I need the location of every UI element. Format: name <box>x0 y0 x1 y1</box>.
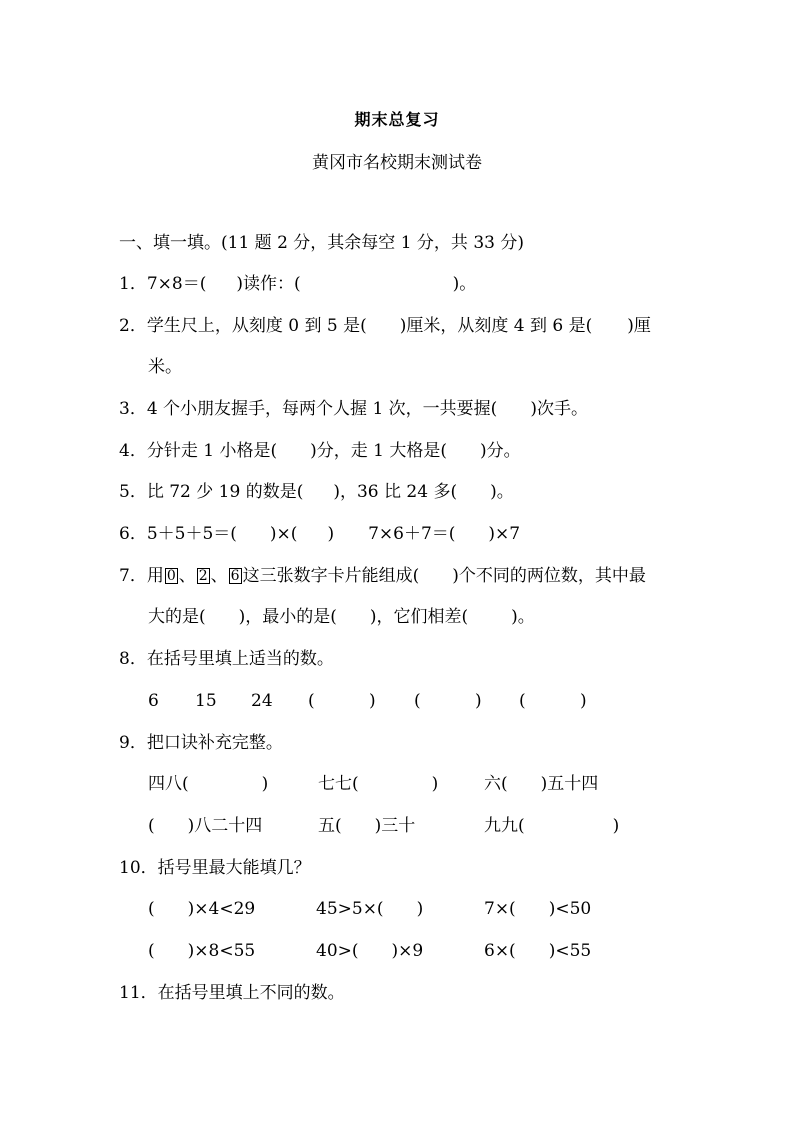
q9-number: 9． <box>119 733 147 753</box>
sequence-term-1: 6 <box>148 691 159 711</box>
q4-text-a: 分针走 1 小格是( <box>146 441 278 461</box>
mult-rhyme-4: ( )八二十四 <box>148 816 263 836</box>
q3-text-b: )次手。 <box>530 399 588 419</box>
q6-text-e: )×7 <box>488 524 521 544</box>
question-8 <box>119 648 334 670</box>
question-2 <box>119 315 651 337</box>
q3-number: 3． <box>119 399 147 419</box>
q7-number: 7． <box>119 566 147 586</box>
q9-text: 把口诀补充完整。 <box>146 733 283 753</box>
page-title: 期末总复习 <box>354 110 440 129</box>
seq-blank-2-close: ) <box>475 691 482 711</box>
question-3 <box>119 398 588 420</box>
q7-text-c: )个不同的两位数，其中最 <box>452 566 646 586</box>
inequality-6: 6×( )<55 <box>484 941 592 961</box>
q5-text-a: 比 72 少 19 的数是( <box>146 482 304 502</box>
q10-text: 括号里最大能填几？ <box>157 858 311 878</box>
q11-text: 在括号里填上不同的数。 <box>157 983 345 1003</box>
q2-text-d: 米。 <box>148 357 182 377</box>
sequence-term-3: 24 <box>251 691 273 711</box>
q6-text-a: 5＋5＋5＝( <box>146 524 237 544</box>
digit-card-3: 6 <box>230 568 240 584</box>
mult-rhyme-3: 六( )五十四 <box>484 774 599 794</box>
question-11 <box>119 982 345 1004</box>
seq-blank-1-open[interactable]: ( <box>308 691 315 711</box>
seq-blank-1-close: ) <box>369 691 376 711</box>
seq-blank-3-open[interactable]: ( <box>519 691 526 711</box>
seq-blank-2-open[interactable]: ( <box>414 691 421 711</box>
inequality-5: 40>( )×9 <box>316 941 424 961</box>
mult-rhyme-5: 五( )三十 <box>318 816 416 836</box>
section-heading <box>119 232 524 254</box>
q7-text-d: 大的是( <box>148 607 206 627</box>
q7-text-b: 这三张数字卡片能组成( <box>242 566 420 586</box>
section-heading-text: 一、填一填。(11 题 2 分，其余每空 1 分，共 33 分) <box>119 233 524 253</box>
q1-number: 1． <box>119 274 147 294</box>
digit-card-2: 2 <box>198 568 208 584</box>
q4-number: 4． <box>119 441 147 461</box>
question-9 <box>119 732 283 754</box>
q6-number: 6． <box>119 524 147 544</box>
q7-sep-1: 、 <box>178 566 196 586</box>
page-subtitle: 黄冈市名校期末测试卷 <box>312 153 482 173</box>
q1-text-b: )读作：( <box>236 274 301 294</box>
question-10 <box>119 857 311 879</box>
q3-text-a: 4 个小朋友握手，每两个人握 1 次，一共要握( <box>146 399 498 419</box>
q6-text-d: 7×6＋7＝( <box>368 524 456 544</box>
inequality-2: 45>5×( ) <box>316 899 424 919</box>
seq-blank-3-close: ) <box>580 691 587 711</box>
mult-rhyme-6: 九九( ) <box>484 816 620 836</box>
mult-rhyme-1: 四八( ) <box>148 774 269 794</box>
question-7-continued <box>148 606 535 628</box>
sequence-term-2: 15 <box>195 691 217 711</box>
question-6 <box>119 523 520 545</box>
q6-text-c: ) <box>327 524 335 544</box>
question-1 <box>119 273 476 295</box>
question-2-continued <box>148 356 182 378</box>
question-4 <box>119 440 521 462</box>
q6-text-b: )×( <box>269 524 298 544</box>
q2-number: 2． <box>119 316 147 336</box>
q7-text-a: 用 <box>146 566 164 586</box>
q7-text-f: )，它们相差( <box>369 607 469 627</box>
q7-text-e: )，最小的是( <box>238 607 337 627</box>
q1-text-a: 7×8＝( <box>146 274 207 294</box>
q5-text-c: )。 <box>490 482 514 502</box>
q8-text: 在括号里填上适当的数。 <box>146 649 334 669</box>
q7-text-g: )。 <box>511 607 535 627</box>
q4-text-b: )分，走 1 大格是( <box>310 441 447 461</box>
q5-number: 5． <box>119 482 147 502</box>
q11-number: 11． <box>119 983 158 1003</box>
q8-number: 8． <box>119 649 147 669</box>
q2-text-c: )厘 <box>627 316 651 336</box>
q1-text-c: )。 <box>452 274 477 294</box>
q7-sep-2: 、 <box>210 566 228 586</box>
q4-text-c: )分。 <box>479 441 521 461</box>
q2-text-b: )厘米，从刻度 4 到 6 是( <box>399 316 593 336</box>
digit-card-1: 0 <box>166 568 176 584</box>
question-5 <box>119 481 514 503</box>
q2-text-a: 学生尺上，从刻度 0 到 5 是( <box>146 316 367 336</box>
q10-number: 10． <box>119 858 158 878</box>
q5-text-b: )，36 比 24 多( <box>333 482 458 502</box>
question-7 <box>119 565 646 587</box>
inequality-1: ( )×4<29 <box>148 899 256 919</box>
inequality-4: ( )×8<55 <box>148 941 256 961</box>
inequality-3: 7×( )<50 <box>484 899 592 919</box>
mult-rhyme-2: 七七( ) <box>318 774 439 794</box>
